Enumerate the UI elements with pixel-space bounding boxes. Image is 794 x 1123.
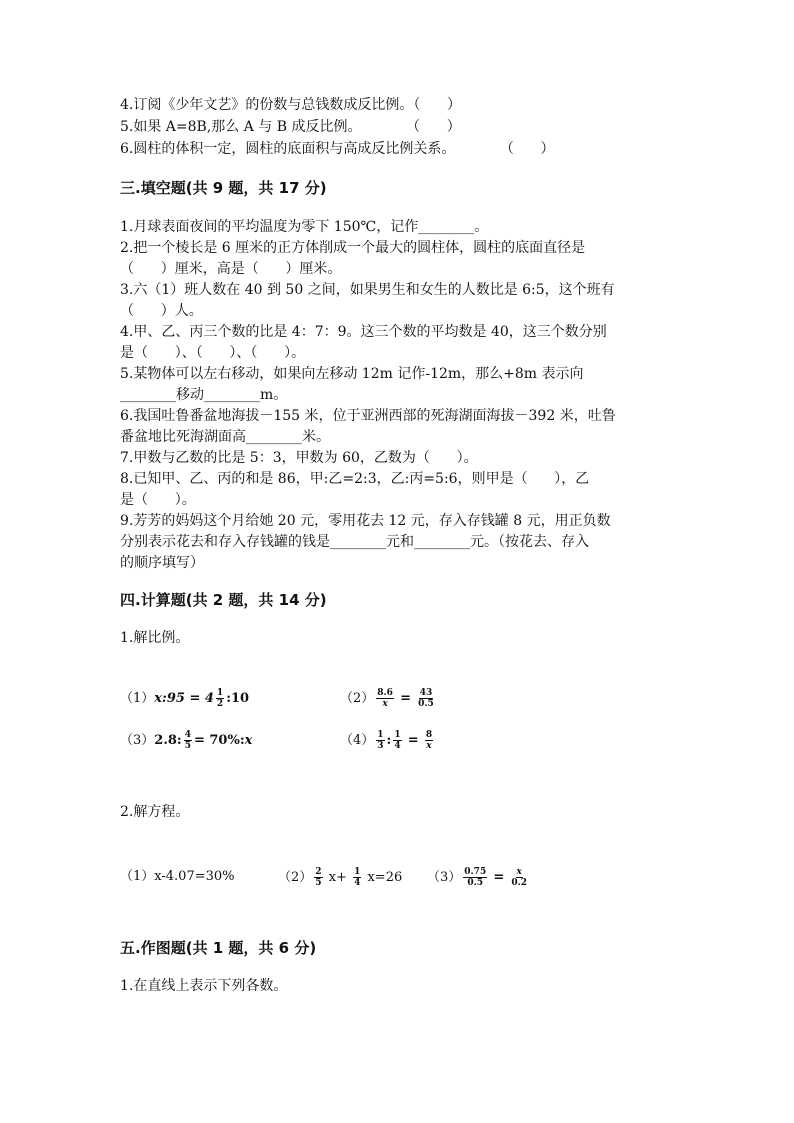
fill-line: 1.月球表面夜间的平均温度为零下 150℃，记作________。 <box>120 219 489 235</box>
fill-line: 的顺序填写） <box>120 555 204 571</box>
fill-line: 3.六（1）班人数在 40 到 50 之间，如果男生和女生的人数比是 6:5，这个班有 <box>120 282 615 298</box>
section-title-drawing: 五.作图题(共 1 题，共 6 分) <box>120 939 317 957</box>
fill-line: 2.把一个棱长是 6 厘米的正方体削成一个最大的圆柱体，圆柱的底面直径是 <box>120 240 586 256</box>
proportion-problem-4: （4） $\frac{1}{3}$ : $\frac{1}{4}$ = $\frac{8}{x}$ <box>340 730 433 751</box>
equation-problem-3: （3） $\frac{0.75}{0.5}$ = $\frac{x}{0.2}$ <box>427 867 528 888</box>
fill-line: 9.芳芳的妈妈这个月给她 20 元，零用花去 12 元，存入存钱罐 8 元，用正负数 <box>120 513 611 529</box>
fill-line: （ ）厘米，高是（ ）厘米。 <box>120 261 342 277</box>
fill-line: 是（ ）、（ ）、（ ）。 <box>120 345 306 361</box>
question-title-equation: 2.解方程。 <box>120 804 190 820</box>
equation-problem-2: （2） $\frac{2}{5}$ x+ $\frac{1}{4}$ x=26 <box>278 867 403 888</box>
question-title-proportion: 1.解比例。 <box>120 630 190 646</box>
fill-line: 7.甲数与乙数的比是 5：3，甲数为 60，乙数为（ ）。 <box>120 450 478 466</box>
section-title-fill-in: 三.填空题(共 9 题，共 17 分) <box>120 179 327 197</box>
judge-item-4: 4.订阅《少年文艺》的份数与总钱数成反比例。（ ） <box>120 97 462 113</box>
fill-line: （ ）人。 <box>120 303 203 319</box>
fill-line: 是（ ）。 <box>120 492 196 508</box>
fill-line: 4.甲、乙、丙三个数的比是 4：7：9。这三个数的平均数是 40，这三个数分别 <box>120 324 607 340</box>
judge-item-5: 5.如果 A=8B,那么 A 与 B 成反比例。 （ ） <box>120 119 461 135</box>
fill-line: 番盆地比死海湖面高________米。 <box>120 429 330 445</box>
judge-item-6: 6.圆柱的体积一定，圆柱的底面积与高成反比例关系。 （ ） <box>120 141 555 157</box>
proportion-problem-1: （1）x:95 = 4 $\frac{1}{2}$ :10 <box>120 688 250 709</box>
fill-line: 6.我国吐鲁番盆地海拔－155 米，位于亚洲西部的死海湖面海拔－392 米，吐鲁 <box>120 408 616 424</box>
proportion-problem-3: （3）2.8: $\frac{4}{5}$ = 70%:x <box>120 730 253 751</box>
fill-line: ________移动________m。 <box>120 387 288 403</box>
section-title-calculation: 四.计算题(共 2 题，共 14 分) <box>120 591 327 609</box>
fill-line: 5.某物体可以左右移动，如果向左移动 12m 记作-12m，那么+8m 表示向 <box>120 366 584 382</box>
fill-line: 分别表示花去和存入存钱罐的钱是________元和________元。（按花去、存入 <box>120 534 589 550</box>
question-number-line: 1.在直线上表示下列各数。 <box>120 978 288 994</box>
equation-problem-1: （1）x-4.07=30% <box>120 869 235 884</box>
fill-line: 8.已知甲、乙、丙的和是 86，甲:乙=2:3，乙:丙=5:6，则甲是（ ），乙 <box>120 471 590 487</box>
proportion-problem-2: （2） $\frac{8.6}{x}$ = $\frac{43}{0.5}$ <box>340 688 434 709</box>
